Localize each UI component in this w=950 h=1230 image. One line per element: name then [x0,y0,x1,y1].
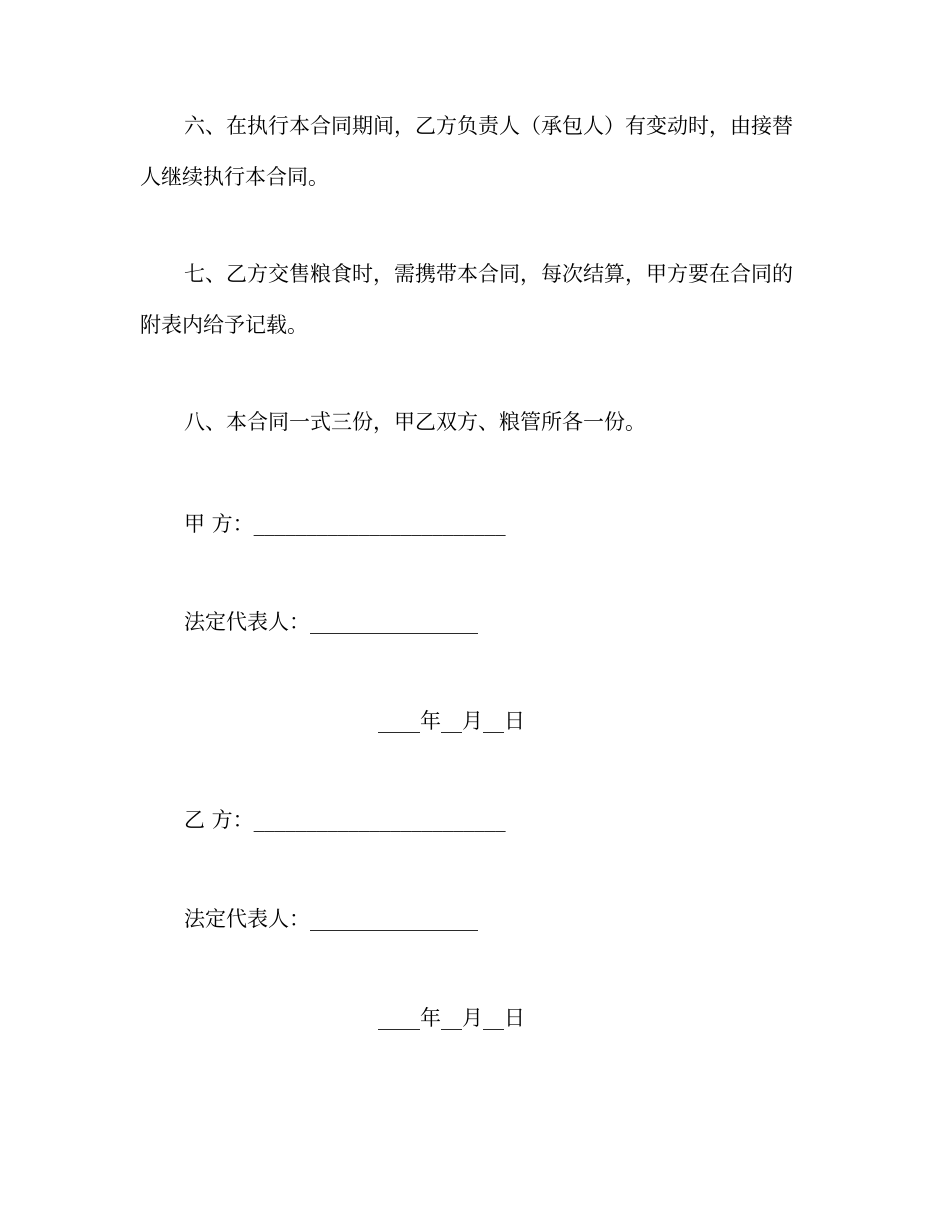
party-a-representative: 法定代表人：________________ [184,610,478,634]
clause-7: 七、乙方交售粮食时，需携带本合同，每次结算，甲方要在合同的附表内给予记载。 [140,262,793,337]
party-a-label: 甲 方：________________________ [184,512,506,536]
clause-6: 六、在执行本合同期间，乙方负责人（承包人）有变动时，由接替人继续执行本合同。 [140,114,793,189]
clause-8: 八、本合同一式三份，甲乙双方、粮管所各一份。 [184,410,646,434]
party-b-label: 乙 方：________________________ [184,808,506,832]
party-b-representative: 法定代表人：________________ [184,907,478,931]
party-b-date: ____年__月__日 [378,1006,525,1030]
party-a-date: ____年__月__日 [378,709,525,733]
